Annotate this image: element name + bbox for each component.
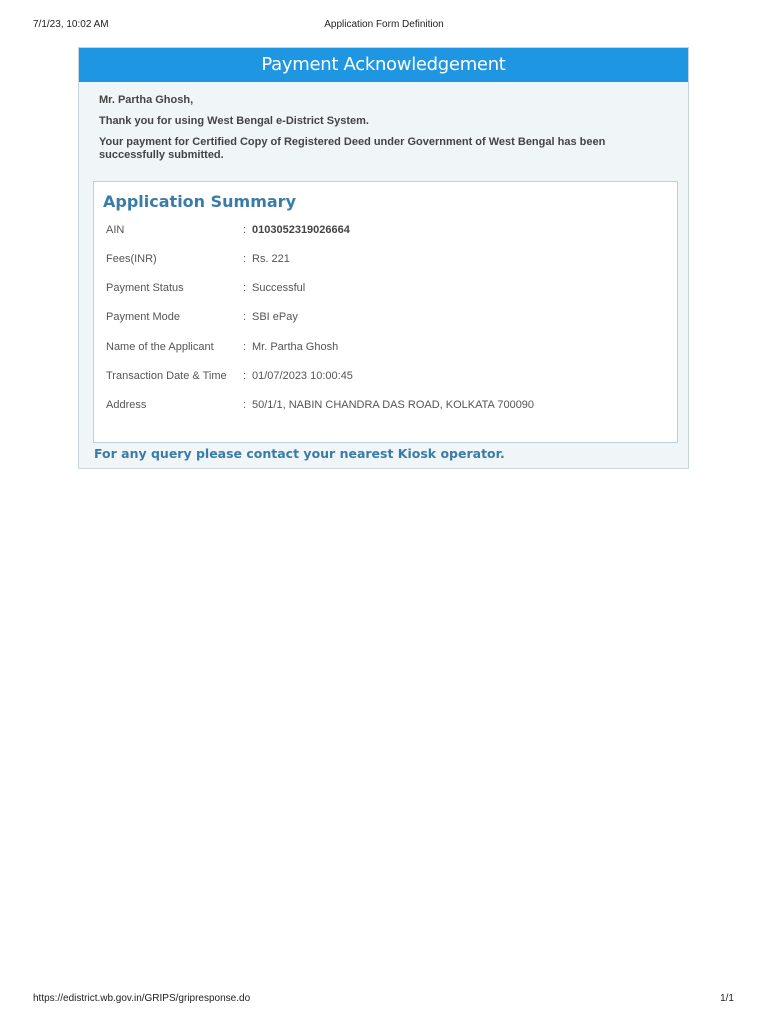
application-summary-box bbox=[93, 181, 678, 443]
summary-value: SBI ePay bbox=[252, 311, 298, 323]
summary-label: Payment Status bbox=[106, 282, 184, 294]
thanks-message: Thank you for using West Bengal e-District System. bbox=[99, 115, 369, 127]
greeting-text: Mr. Partha Ghosh, bbox=[99, 94, 194, 106]
print-header-title: Application Form Definition bbox=[324, 19, 444, 30]
summary-separator: : bbox=[243, 399, 247, 411]
summary-label: Name of the Applicant bbox=[106, 341, 214, 353]
summary-label: Fees(INR) bbox=[106, 253, 157, 265]
summary-separator: : bbox=[243, 224, 247, 236]
summary-label: Address bbox=[106, 399, 147, 411]
print-header-datetime: 7/1/23, 10:02 AM bbox=[33, 19, 109, 30]
summary-separator: : bbox=[243, 253, 247, 265]
acknowledgement-banner: Payment Acknowledgement bbox=[79, 48, 688, 82]
summary-title: Application Summary bbox=[103, 192, 296, 211]
summary-value: 50/1/1, NABIN CHANDRA DAS ROAD, KOLKATA 700090 bbox=[252, 399, 535, 411]
summary-value: 01/07/2023 10:00:45 bbox=[252, 370, 353, 382]
summary-separator: : bbox=[243, 282, 247, 294]
query-note: For any query please contact your nearest Kiosk operator. bbox=[94, 446, 505, 461]
summary-value: Successful bbox=[252, 282, 306, 294]
summary-label: Payment Mode bbox=[106, 311, 180, 323]
summary-value: 0103052319026664 bbox=[252, 224, 350, 236]
print-footer-url: https://edistrict.wb.gov.in/GRIPS/gripresponse.do bbox=[33, 993, 251, 1004]
summary-separator: : bbox=[243, 311, 247, 323]
summary-separator: : bbox=[243, 370, 247, 382]
payment-message: Your payment for Certified Copy of Registered Deed under Government of West Bengal has been successfully submitted. bbox=[99, 136, 606, 161]
summary-label: Transaction Date & Time bbox=[106, 370, 227, 382]
payment-acknowledgement-panel bbox=[78, 47, 689, 469]
print-footer-page-number: 1/1 bbox=[720, 993, 734, 1004]
summary-separator: : bbox=[243, 341, 247, 353]
summary-label: AIN bbox=[106, 224, 125, 236]
summary-value: Rs. 221 bbox=[252, 253, 290, 265]
summary-value: Mr. Partha Ghosh bbox=[252, 341, 339, 353]
